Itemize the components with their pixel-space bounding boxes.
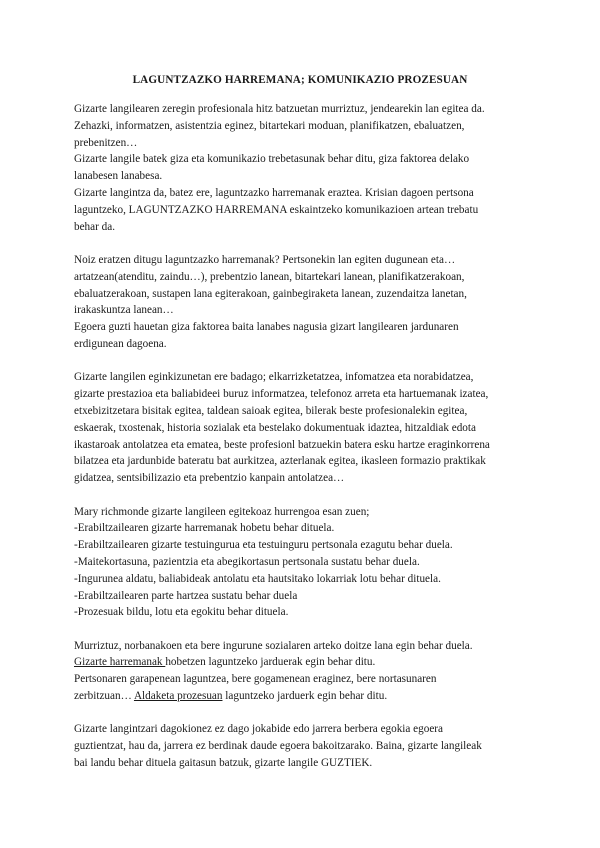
text-line: ikastaroak antolatzea eta ematea, beste profesionl batzuekin batera esku hartze eraginkorrena [74,438,490,451]
text-line: behar da. [74,220,115,233]
paragraph-6 [74,721,534,771]
list-item: -Erabiltzailearen gizarte harremanak hobetu behar dituela. [74,522,335,535]
text-line [74,654,534,671]
text-line: gidatzea, sentsibilizazio eta prebentzio kanpain antolatzea… [74,472,345,485]
paragraph-3 [74,369,534,487]
paragraph-5 [74,638,534,705]
text-line: Gizarte langilen eginkizunetan ere badago; elkarrizketatzea, infomatzea eta norabidatzea, [74,371,474,384]
text-line: erdigunean dagoena. [74,337,167,350]
text-line: Egoera guzti hauetan giza faktorea baita lanabes nagusia gizart langilearen jardunaren [74,321,459,334]
document-body [74,101,534,772]
text-line: irakaskuntza lanean… [74,304,174,317]
text-span: hobetzen laguntzeko jarduerak egin behar ditu. [165,656,376,669]
text-line: Zehazki, informatzen, asistentzia eginez, bitartekari moduan, planifikatzen, ebaluatzen, [74,119,465,132]
text-line: Gizarte langintzari dagokionez ez dago jokabide edo jarrera berbera egokia egoera [74,723,443,736]
text-line: etxebizitzetara bisitak egitea, taldean saioak egitea, bilerak beste profesionalekin egitea, [74,404,468,417]
text-line: bilatzea eta jardunbide bateratu bat aurkitzea, azterlanak egitea, ikasleen formazio praktikak [74,455,486,468]
paragraph-1 [74,101,534,235]
text-line: bai landu behar dituela gaitasun batzuk, gizarte langile GUZTIEK. [74,757,373,770]
list-item: -Erabiltzailearen gizarte testuingurua eta testuinguru pertsonala ezagutu behar duela. [74,539,453,552]
underlined-phrase: Gizarte harremanak [74,656,166,669]
text-line: gizarte prestazioa eta baliabideei buruz informatzea, telefonoz arreta eta hartuemanak izatea, [74,388,489,401]
text-line [74,688,534,705]
paragraph-gap [74,235,534,252]
text-line: guztientzat, hau da, jarrera ez berdinak daude egoera bakoitzarako. Baina, gizarte langileak [74,740,482,753]
text-span: laguntzeko jarduerk egin behar ditu. [222,690,388,703]
paragraph-4 [74,504,534,622]
underlined-phrase: Aldaketa prozesuan [133,690,223,703]
list-item: -Ingurunea aldatu, baliabideak antolatu eta hautsitako lokarriak lotu behar dituela. [74,572,441,585]
text-line: laguntzeko, LAGUNTZAZKO HARREMANA eskaintzeko komunikazioen artean trebatu [74,203,479,216]
text-line: Mary richmonde gizarte langileen egitekoaz hurrengoa esan zuen; [74,505,370,518]
paragraph-2 [74,252,534,353]
text-line: Noiz eratzen ditugu laguntzazko harremanak? Pertsonekin lan egiten dugunean eta… [74,253,456,266]
paragraph-gap [74,487,534,504]
text-line: ebaluatzerakoan, sustapen lana egiterakoan, gainbegiraketa lanean, zuzendaitza lanetan, [74,287,467,300]
text-line: artatzean(atenditu, zaindu…), prebentzio lanean, bitartekari lanean, planifikatzerakoan, [74,270,465,283]
list-item: -Maitekortasuna, pazientzia eta abegikortasun pertsonala sustatu behar duela. [74,555,420,568]
list-item: -Erabiltzailearen parte hartzea sustatu behar duela [74,589,298,602]
text-line: Gizarte langile batek giza eta komunikazio trebetasunak behar ditu, giza faktorea delako [74,153,470,166]
paragraph-gap [74,705,534,722]
list-item: -Prozesuak bildu, lotu eta egokitu behar dituela. [74,606,289,619]
text-span: zerbitzuan… [74,690,134,703]
paragraph-gap [74,621,534,638]
text-line: prebenitzen… [74,136,138,149]
text-line: Gizarte langilearen zeregin profesionala hitz batzuetan murriztuz, jendearekin lan egitea da. [74,103,485,115]
text-line: Murriztuz, norbanakoen eta bere ingurune sozialaren arteko doitze lana egin behar duela. [74,639,473,652]
text-line: lanabesen lanabesa. [74,170,163,183]
text-line: Pertsonaren garapenean laguntzea, bere gogamenean eraginez, bere nortasunaren [74,673,437,686]
document-title: LAGUNTZAZKO HARREMANA; KOMUNIKAZIO PROZESUAN [132,74,468,86]
text-line: eskaerak, txostenak, historia sozialak eta bestelako dokumentuak idaztea, hitzaldiak edota [74,421,476,434]
paragraph-gap [74,353,534,370]
text-line: Gizarte langintza da, batez ere, laguntzazko harremanak eraztea. Krisian dagoen pertsona [74,186,474,199]
